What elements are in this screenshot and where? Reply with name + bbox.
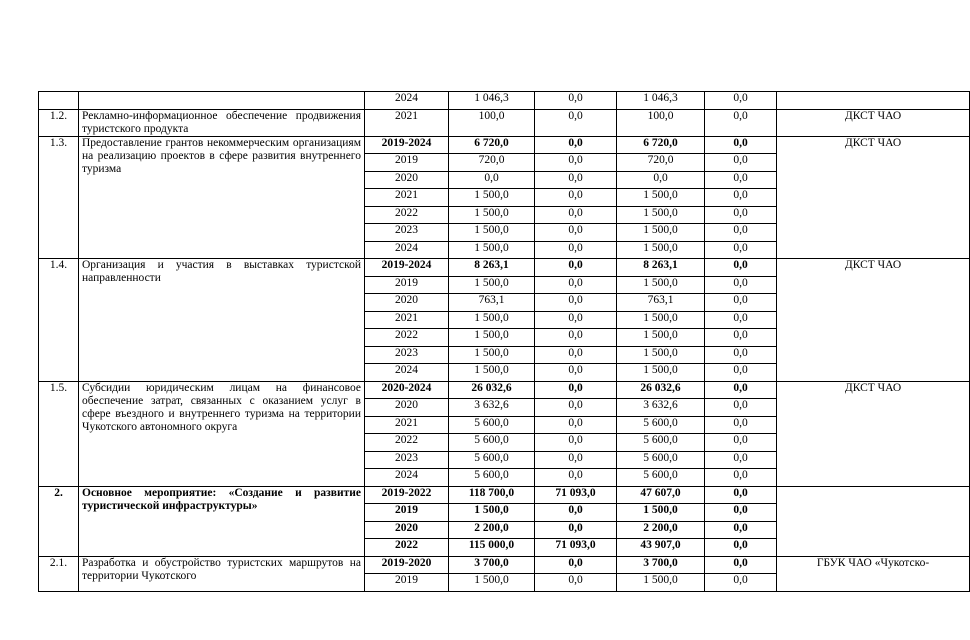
other-sources-cell: 0,0 (705, 224, 777, 242)
item-name: Основное мероприятие: «Создание и развитие туристической инфраструктуры» (79, 486, 365, 556)
responsible-executor (777, 92, 970, 110)
total-cell: 8 263,1 (449, 259, 535, 277)
item-name (79, 92, 365, 110)
other-sources-cell: 0,0 (705, 521, 777, 539)
federal-budget-cell: 71 093,0 (535, 486, 617, 504)
responsible-executor: ДКСТ ЧАО (777, 381, 970, 486)
federal-budget-cell: 0,0 (535, 416, 617, 434)
item-name: Разработка и обустройство туристских маршрутов на территории Чукотского (79, 556, 365, 591)
federal-budget-cell: 0,0 (535, 381, 617, 399)
responsible-executor: ДКСТ ЧАО (777, 259, 970, 382)
regional-budget-cell: 1 500,0 (617, 574, 705, 592)
federal-budget-cell: 0,0 (535, 92, 617, 110)
total-cell: 100,0 (449, 109, 535, 136)
total-cell: 26 032,6 (449, 381, 535, 399)
federal-budget-cell: 0,0 (535, 189, 617, 207)
other-sources-cell: 0,0 (705, 241, 777, 259)
federal-budget-cell: 0,0 (535, 224, 617, 242)
year-cell: 2023 (365, 224, 449, 242)
total-cell: 1 500,0 (449, 364, 535, 382)
other-sources-cell: 0,0 (705, 381, 777, 399)
total-cell: 1 046,3 (449, 92, 535, 110)
regional-budget-cell: 1 500,0 (617, 276, 705, 294)
regional-budget-cell: 1 046,3 (617, 92, 705, 110)
year-cell: 2024 (365, 469, 449, 487)
other-sources-cell: 0,0 (705, 109, 777, 136)
federal-budget-cell: 0,0 (535, 276, 617, 294)
other-sources-cell: 0,0 (705, 206, 777, 224)
table-row (39, 486, 970, 504)
year-cell: 2019-2024 (365, 259, 449, 277)
regional-budget-cell: 0,0 (617, 171, 705, 189)
regional-budget-cell: 2 200,0 (617, 521, 705, 539)
other-sources-cell: 0,0 (705, 539, 777, 557)
item-number: 2.1. (39, 556, 79, 591)
federal-budget-cell: 0,0 (535, 329, 617, 347)
other-sources-cell: 0,0 (705, 92, 777, 110)
regional-budget-cell: 47 607,0 (617, 486, 705, 504)
table-row (39, 259, 970, 277)
regional-budget-cell: 43 907,0 (617, 539, 705, 557)
total-cell: 118 700,0 (449, 486, 535, 504)
regional-budget-cell: 720,0 (617, 154, 705, 172)
other-sources-cell: 0,0 (705, 574, 777, 592)
federal-budget-cell: 0,0 (535, 109, 617, 136)
total-cell: 5 600,0 (449, 416, 535, 434)
item-number: 1.2. (39, 109, 79, 136)
regional-budget-cell: 3 632,6 (617, 399, 705, 417)
federal-budget-cell: 0,0 (535, 154, 617, 172)
year-cell: 2022 (365, 434, 449, 452)
year-cell: 2023 (365, 451, 449, 469)
year-cell: 2019-2024 (365, 136, 449, 154)
regional-budget-cell: 26 032,6 (617, 381, 705, 399)
other-sources-cell: 0,0 (705, 311, 777, 329)
item-number (39, 92, 79, 110)
year-cell: 2019 (365, 574, 449, 592)
year-cell: 2023 (365, 346, 449, 364)
total-cell: 3 700,0 (449, 556, 535, 574)
regional-budget-cell: 6 720,0 (617, 136, 705, 154)
other-sources-cell: 0,0 (705, 329, 777, 347)
total-cell: 1 500,0 (449, 276, 535, 294)
item-name: Субсидии юридическим лицам на финансовое обеспечение затрат, связанных с оказанием услуг в сфере въездного и внутреннего туризма на территории Чукотского автономного округа (79, 381, 365, 486)
federal-budget-cell: 0,0 (535, 399, 617, 417)
federal-budget-cell: 0,0 (535, 521, 617, 539)
year-cell: 2024 (365, 364, 449, 382)
federal-budget-cell: 0,0 (535, 171, 617, 189)
regional-budget-cell: 1 500,0 (617, 504, 705, 522)
other-sources-cell: 0,0 (705, 399, 777, 417)
year-cell: 2019 (365, 154, 449, 172)
item-number: 1.5. (39, 381, 79, 486)
responsible-executor: ГБУК ЧАО «Чукотско- (777, 556, 970, 591)
federal-budget-cell: 0,0 (535, 136, 617, 154)
regional-budget-cell: 5 600,0 (617, 469, 705, 487)
federal-budget-cell: 0,0 (535, 504, 617, 522)
total-cell: 1 500,0 (449, 574, 535, 592)
regional-budget-cell: 1 500,0 (617, 224, 705, 242)
regional-budget-cell: 5 600,0 (617, 416, 705, 434)
item-number: 1.4. (39, 259, 79, 382)
other-sources-cell: 0,0 (705, 154, 777, 172)
other-sources-cell: 0,0 (705, 469, 777, 487)
item-name: Предоставление грантов некоммерческим организациям на реализацию проектов в сфере развития внутреннего туризма (79, 136, 365, 259)
regional-budget-cell: 5 600,0 (617, 451, 705, 469)
year-cell: 2019 (365, 504, 449, 522)
year-cell: 2021 (365, 311, 449, 329)
federal-budget-cell: 71 093,0 (535, 539, 617, 557)
total-cell: 3 632,6 (449, 399, 535, 417)
total-cell: 1 500,0 (449, 504, 535, 522)
year-cell: 2020 (365, 521, 449, 539)
other-sources-cell: 0,0 (705, 434, 777, 452)
federal-budget-cell: 0,0 (535, 259, 617, 277)
regional-budget-cell: 1 500,0 (617, 364, 705, 382)
item-number: 2. (39, 486, 79, 556)
total-cell: 1 500,0 (449, 311, 535, 329)
year-cell: 2020 (365, 294, 449, 312)
other-sources-cell: 0,0 (705, 486, 777, 504)
year-cell: 2020 (365, 399, 449, 417)
budget-table (38, 91, 970, 592)
total-cell: 1 500,0 (449, 206, 535, 224)
total-cell: 1 500,0 (449, 189, 535, 207)
regional-budget-cell: 1 500,0 (617, 311, 705, 329)
total-cell: 5 600,0 (449, 451, 535, 469)
table-row (39, 381, 970, 399)
federal-budget-cell: 0,0 (535, 364, 617, 382)
regional-budget-cell: 1 500,0 (617, 346, 705, 364)
regional-budget-cell: 5 600,0 (617, 434, 705, 452)
federal-budget-cell: 0,0 (535, 294, 617, 312)
other-sources-cell: 0,0 (705, 556, 777, 574)
year-cell: 2021 (365, 416, 449, 434)
responsible-executor: ДКСТ ЧАО (777, 136, 970, 259)
total-cell: 5 600,0 (449, 469, 535, 487)
year-cell: 2021 (365, 109, 449, 136)
other-sources-cell: 0,0 (705, 416, 777, 434)
year-cell: 2019-2020 (365, 556, 449, 574)
regional-budget-cell: 763,1 (617, 294, 705, 312)
regional-budget-cell: 1 500,0 (617, 189, 705, 207)
federal-budget-cell: 0,0 (535, 469, 617, 487)
table-row (39, 556, 970, 574)
federal-budget-cell: 0,0 (535, 451, 617, 469)
regional-budget-cell: 1 500,0 (617, 206, 705, 224)
total-cell: 763,1 (449, 294, 535, 312)
other-sources-cell: 0,0 (705, 276, 777, 294)
federal-budget-cell: 0,0 (535, 206, 617, 224)
federal-budget-cell: 0,0 (535, 556, 617, 574)
responsible-executor: ДКСТ ЧАО (777, 109, 970, 136)
year-cell: 2020-2024 (365, 381, 449, 399)
other-sources-cell: 0,0 (705, 136, 777, 154)
item-name: Рекламно-информационное обеспечение продвижения туристского продукта (79, 109, 365, 136)
year-cell: 2019 (365, 276, 449, 294)
regional-budget-cell: 100,0 (617, 109, 705, 136)
total-cell: 1 500,0 (449, 346, 535, 364)
total-cell: 6 720,0 (449, 136, 535, 154)
federal-budget-cell: 0,0 (535, 346, 617, 364)
other-sources-cell: 0,0 (705, 364, 777, 382)
total-cell: 720,0 (449, 154, 535, 172)
federal-budget-cell: 0,0 (535, 241, 617, 259)
other-sources-cell: 0,0 (705, 346, 777, 364)
federal-budget-cell: 0,0 (535, 311, 617, 329)
table-row (39, 109, 970, 136)
year-cell: 2024 (365, 241, 449, 259)
other-sources-cell: 0,0 (705, 294, 777, 312)
regional-budget-cell: 8 263,1 (617, 259, 705, 277)
item-name: Организация и участия в выставках туристской направленности (79, 259, 365, 382)
total-cell: 0,0 (449, 171, 535, 189)
year-cell: 2022 (365, 206, 449, 224)
federal-budget-cell: 0,0 (535, 574, 617, 592)
table-row (39, 136, 970, 154)
year-cell: 2019-2022 (365, 486, 449, 504)
table-row (39, 92, 970, 110)
item-number: 1.3. (39, 136, 79, 259)
total-cell: 115 000,0 (449, 539, 535, 557)
year-cell: 2022 (365, 539, 449, 557)
total-cell: 2 200,0 (449, 521, 535, 539)
other-sources-cell: 0,0 (705, 171, 777, 189)
regional-budget-cell: 1 500,0 (617, 329, 705, 347)
total-cell: 5 600,0 (449, 434, 535, 452)
total-cell: 1 500,0 (449, 241, 535, 259)
other-sources-cell: 0,0 (705, 189, 777, 207)
other-sources-cell: 0,0 (705, 504, 777, 522)
regional-budget-cell: 3 700,0 (617, 556, 705, 574)
responsible-executor (777, 486, 970, 556)
total-cell: 1 500,0 (449, 329, 535, 347)
federal-budget-cell: 0,0 (535, 434, 617, 452)
year-cell: 2021 (365, 189, 449, 207)
total-cell: 1 500,0 (449, 224, 535, 242)
regional-budget-cell: 1 500,0 (617, 241, 705, 259)
year-cell: 2022 (365, 329, 449, 347)
other-sources-cell: 0,0 (705, 451, 777, 469)
year-cell: 2020 (365, 171, 449, 189)
other-sources-cell: 0,0 (705, 259, 777, 277)
year-cell: 2024 (365, 92, 449, 110)
